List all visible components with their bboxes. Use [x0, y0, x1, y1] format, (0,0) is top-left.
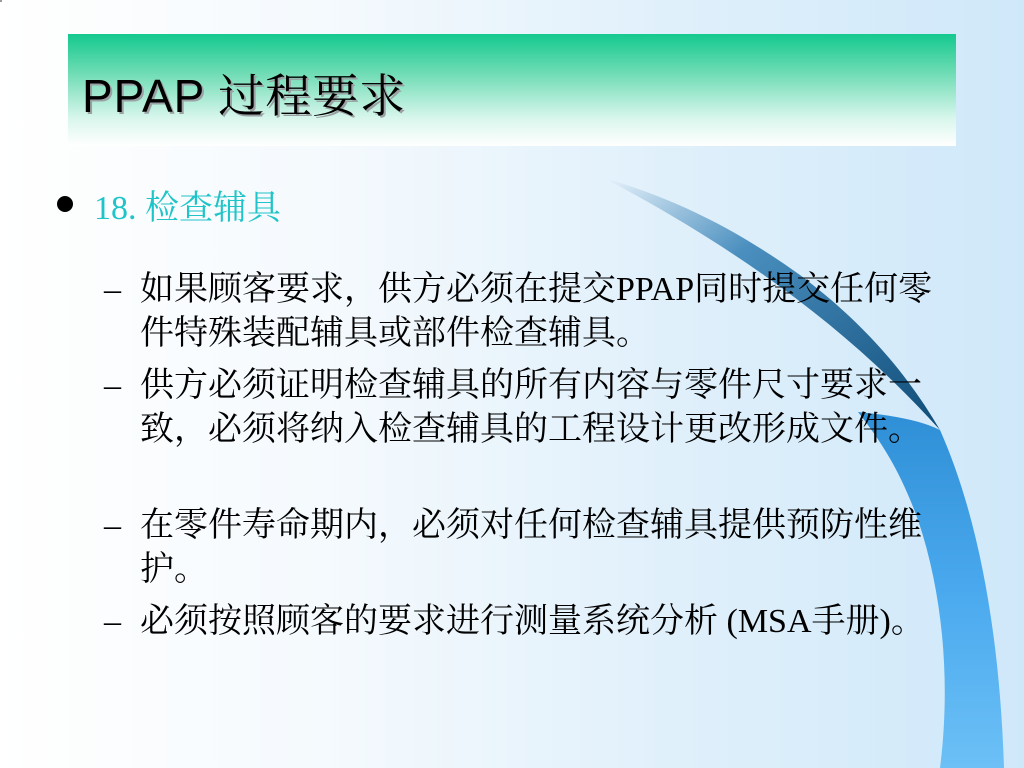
sub-item-4 [104, 600, 934, 644]
bullet-dot-icon [57, 196, 73, 212]
sub-item-2 [104, 364, 934, 452]
corner-mark [0, 0, 2, 2]
sub-item-1 [104, 268, 934, 356]
dash-marker: – [104, 271, 121, 308]
dash-marker: – [104, 367, 121, 404]
sub-item-text: 供方必须证明检查辅具的所有内容与零件尺寸要求一致，必须将纳入检查辅具的工程设计更改形成文件。 [140, 367, 922, 448]
dash-marker: – [104, 603, 121, 640]
sub-item-text: 必须按照顾客的要求进行测量系统分析 (MSA手册)。 [140, 603, 925, 640]
slide-title: PPAP 过程要求 [82, 70, 407, 122]
section-heading: 18. 检查辅具 [94, 190, 281, 227]
sub-item-3 [104, 504, 934, 592]
title-banner [68, 34, 956, 146]
dash-marker: – [104, 507, 121, 544]
sub-item-text: 如果顾客要求，供方必须在提交PPAP同时提交任何零件特殊装配辅具或部件检查辅具。 [140, 271, 933, 352]
sub-item-text: 在零件寿命期内，必须对任何检查辅具提供预防性维护。 [140, 507, 922, 588]
